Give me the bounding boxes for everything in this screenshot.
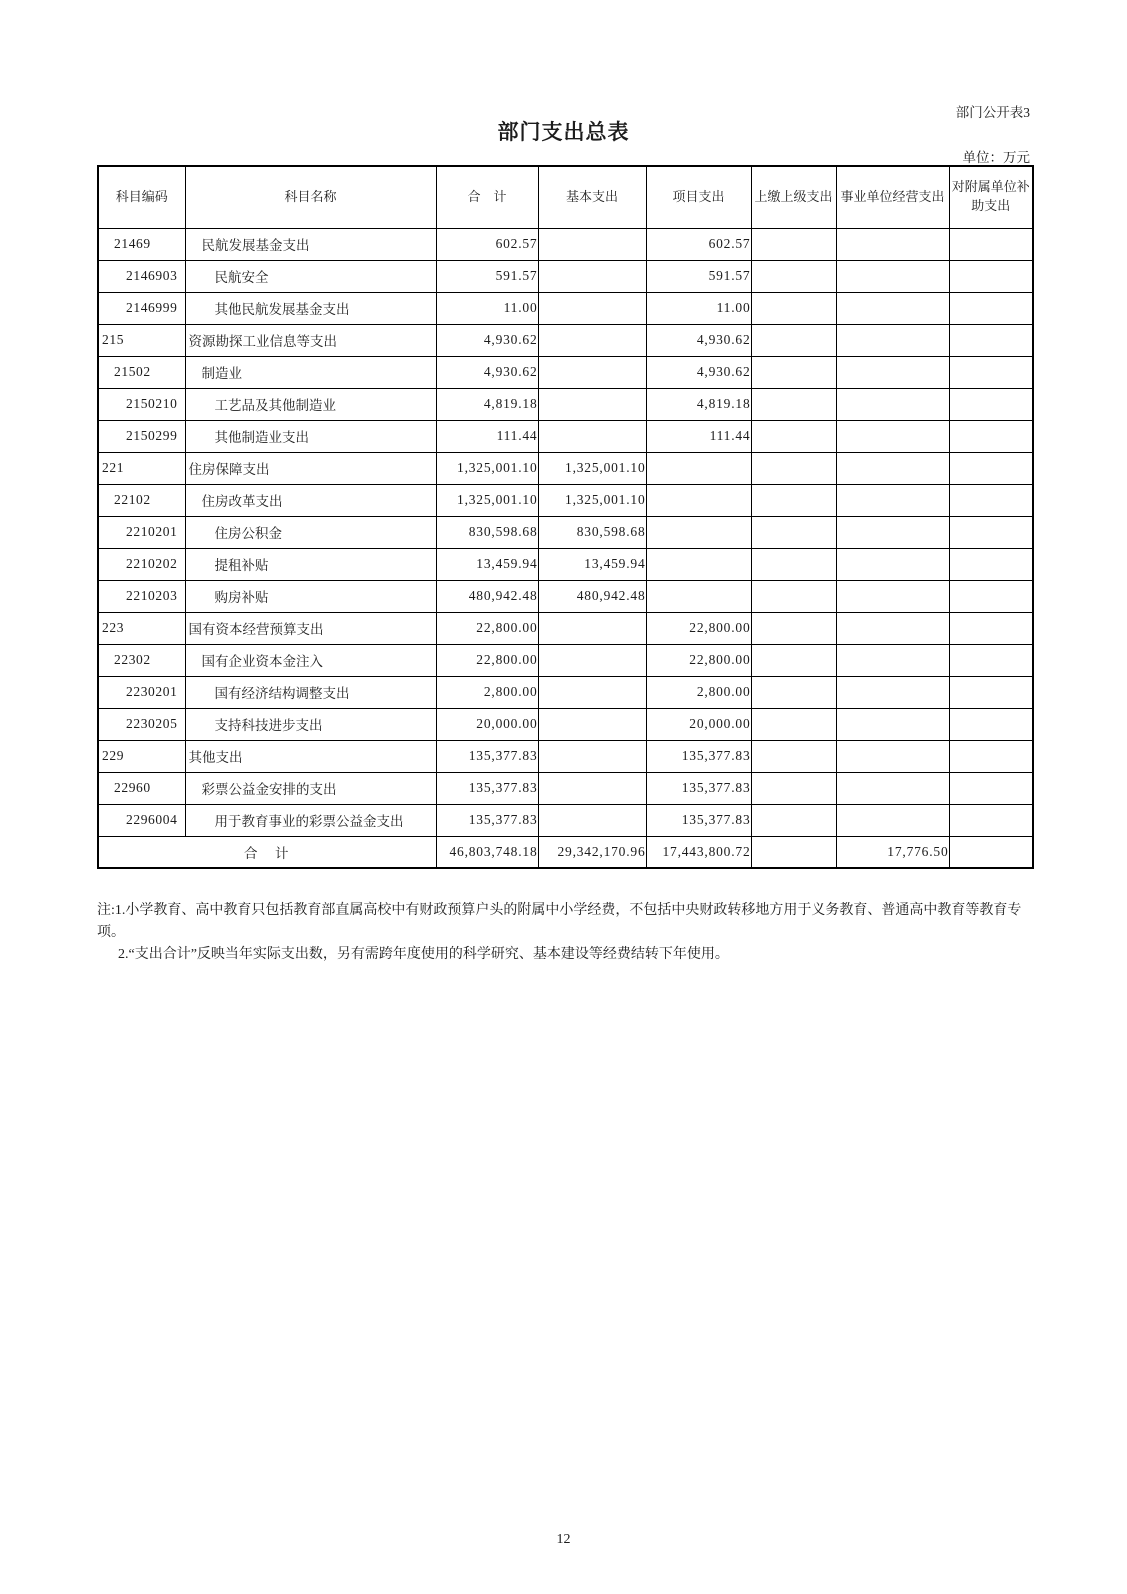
cell-subsidy xyxy=(949,292,1033,324)
cell-upper xyxy=(751,740,836,772)
footnote-1: 注:1.小学教育、高中教育只包括教育部直属高校中有财政预算户头的附属中小学经费，不包括中央财政转移地方用于义务教育、普通高中教育等教育专项。 xyxy=(97,903,1022,940)
cell-total: 11.00 xyxy=(436,292,538,324)
cell-name: 其他支出 xyxy=(185,740,436,772)
cell-project xyxy=(646,484,751,516)
cell-operating xyxy=(836,708,949,740)
cell-basic xyxy=(538,356,646,388)
cell-total: 480,942.48 xyxy=(436,580,538,612)
cell-name: 资源勘探工业信息等支出 xyxy=(185,324,436,356)
page-number: 12 xyxy=(556,1532,571,1547)
cell-operating xyxy=(836,548,949,580)
column-header-project: 项目支出 xyxy=(646,166,751,228)
cell-upper xyxy=(751,260,836,292)
cell-total: 591.57 xyxy=(436,260,538,292)
cell-project: 20,000.00 xyxy=(646,708,751,740)
cell-name: 其他制造业支出 xyxy=(185,420,436,452)
cell-name: 民航安全 xyxy=(185,260,436,292)
cell-basic: 1,325,001.10 xyxy=(538,452,646,484)
cell-operating xyxy=(836,644,949,676)
column-header-name: 科目名称 xyxy=(185,166,436,228)
cell-upper xyxy=(751,516,836,548)
cell-name: 制造业 xyxy=(185,356,436,388)
total-cell-basic: 29,342,170.96 xyxy=(538,836,646,868)
cell-code: 2150299 xyxy=(98,420,185,452)
cell-name: 购房补贴 xyxy=(185,580,436,612)
cell-operating xyxy=(836,228,949,260)
cell-subsidy xyxy=(949,516,1033,548)
footnotes xyxy=(97,900,1042,966)
cell-code: 2146903 xyxy=(98,260,185,292)
cell-basic xyxy=(538,292,646,324)
cell-total: 135,377.83 xyxy=(436,804,538,836)
cell-subsidy xyxy=(949,740,1033,772)
cell-upper xyxy=(751,420,836,452)
table-row xyxy=(98,484,1033,516)
cell-name: 提租补贴 xyxy=(185,548,436,580)
total-cell-upper xyxy=(751,836,836,868)
cell-name: 住房保障支出 xyxy=(185,452,436,484)
table-row xyxy=(98,260,1033,292)
cell-operating xyxy=(836,676,949,708)
cell-upper xyxy=(751,484,836,516)
cell-code: 2146999 xyxy=(98,292,185,324)
table-row xyxy=(98,292,1033,324)
cell-code: 2210202 xyxy=(98,548,185,580)
table-row xyxy=(98,612,1033,644)
table-row xyxy=(98,388,1033,420)
cell-upper xyxy=(751,804,836,836)
column-header-total: 合 计 xyxy=(436,166,538,228)
column-header-basic: 基本支出 xyxy=(538,166,646,228)
cell-total: 1,325,001.10 xyxy=(436,452,538,484)
cell-code: 2210203 xyxy=(98,580,185,612)
corner-label: 部门公开表3 xyxy=(955,105,1030,120)
cell-project xyxy=(646,452,751,484)
cell-subsidy xyxy=(949,420,1033,452)
cell-subsidy xyxy=(949,484,1033,516)
cell-basic: 830,598.68 xyxy=(538,516,646,548)
column-header-operating: 事业单位经营支出 xyxy=(836,166,949,228)
cell-upper xyxy=(751,388,836,420)
cell-code: 221 xyxy=(98,452,185,484)
table-row xyxy=(98,356,1033,388)
cell-code: 21469 xyxy=(98,228,185,260)
cell-code: 2210201 xyxy=(98,516,185,548)
cell-total: 602.57 xyxy=(436,228,538,260)
cell-project: 111.44 xyxy=(646,420,751,452)
cell-basic xyxy=(538,644,646,676)
cell-operating xyxy=(836,516,949,548)
cell-basic: 480,942.48 xyxy=(538,580,646,612)
cell-basic xyxy=(538,260,646,292)
cell-project: 135,377.83 xyxy=(646,804,751,836)
cell-upper xyxy=(751,228,836,260)
cell-total: 13,459.94 xyxy=(436,548,538,580)
cell-subsidy xyxy=(949,644,1033,676)
unit-label: 单位：万元 xyxy=(962,150,1030,165)
cell-upper xyxy=(751,324,836,356)
table-row xyxy=(98,548,1033,580)
table-row xyxy=(98,228,1033,260)
cell-project xyxy=(646,548,751,580)
cell-subsidy xyxy=(949,324,1033,356)
cell-operating xyxy=(836,420,949,452)
cell-subsidy xyxy=(949,228,1033,260)
table-row xyxy=(98,772,1033,804)
cell-basic: 1,325,001.10 xyxy=(538,484,646,516)
table-row xyxy=(98,708,1033,740)
column-header-subsidy: 对附属单位补助支出 xyxy=(949,166,1033,228)
cell-project: 4,930.62 xyxy=(646,356,751,388)
table-row xyxy=(98,804,1033,836)
cell-basic xyxy=(538,420,646,452)
cell-basic xyxy=(538,612,646,644)
cell-subsidy xyxy=(949,804,1033,836)
cell-name: 住房公积金 xyxy=(185,516,436,548)
cell-name: 国有经济结构调整支出 xyxy=(185,676,436,708)
cell-basic xyxy=(538,676,646,708)
table-footer xyxy=(98,836,1033,868)
table-row xyxy=(98,580,1033,612)
total-cell-operating: 17,776.50 xyxy=(836,836,949,868)
total-row-label: 合 计 xyxy=(98,836,436,868)
cell-operating xyxy=(836,612,949,644)
table-row xyxy=(98,324,1033,356)
cell-name: 国有资本经营预算支出 xyxy=(185,612,436,644)
cell-code: 2230201 xyxy=(98,676,185,708)
cell-operating xyxy=(836,324,949,356)
cell-total: 22,800.00 xyxy=(436,612,538,644)
cell-operating xyxy=(836,388,949,420)
cell-subsidy xyxy=(949,612,1033,644)
cell-subsidy xyxy=(949,388,1033,420)
total-cell-project: 17,443,800.72 xyxy=(646,836,751,868)
total-row xyxy=(98,836,1033,868)
cell-operating xyxy=(836,260,949,292)
table-row xyxy=(98,644,1033,676)
cell-project: 4,930.62 xyxy=(646,324,751,356)
cell-name: 其他民航发展基金支出 xyxy=(185,292,436,324)
total-cell-subsidy xyxy=(949,836,1033,868)
table-header xyxy=(98,166,1033,228)
cell-total: 111.44 xyxy=(436,420,538,452)
cell-name: 工艺品及其他制造业 xyxy=(185,388,436,420)
cell-subsidy xyxy=(949,772,1033,804)
cell-total: 135,377.83 xyxy=(436,772,538,804)
cell-code: 22302 xyxy=(98,644,185,676)
cell-upper xyxy=(751,644,836,676)
table-body xyxy=(98,228,1033,836)
cell-total: 4,930.62 xyxy=(436,324,538,356)
cell-name: 民航发展基金支出 xyxy=(185,228,436,260)
column-header-code: 科目编码 xyxy=(98,166,185,228)
cell-total: 4,819.18 xyxy=(436,388,538,420)
cell-code: 229 xyxy=(98,740,185,772)
cell-project: 135,377.83 xyxy=(646,740,751,772)
cell-project xyxy=(646,580,751,612)
table-row xyxy=(98,740,1033,772)
cell-basic: 13,459.94 xyxy=(538,548,646,580)
cell-name: 用于教育事业的彩票公益金支出 xyxy=(185,804,436,836)
expenditure-table xyxy=(97,165,1034,869)
cell-code: 21502 xyxy=(98,356,185,388)
cell-total: 2,800.00 xyxy=(436,676,538,708)
cell-total: 830,598.68 xyxy=(436,516,538,548)
cell-operating xyxy=(836,580,949,612)
cell-name: 支持科技进步支出 xyxy=(185,708,436,740)
cell-code: 223 xyxy=(98,612,185,644)
cell-subsidy xyxy=(949,708,1033,740)
cell-project xyxy=(646,516,751,548)
cell-upper xyxy=(751,356,836,388)
cell-total: 4,930.62 xyxy=(436,356,538,388)
cell-code: 2296004 xyxy=(98,804,185,836)
cell-basic xyxy=(538,324,646,356)
cell-name: 国有企业资本金注入 xyxy=(185,644,436,676)
cell-upper xyxy=(751,708,836,740)
cell-project: 4,819.18 xyxy=(646,388,751,420)
table-row xyxy=(98,676,1033,708)
cell-basic xyxy=(538,804,646,836)
cell-upper xyxy=(751,292,836,324)
header-row xyxy=(98,166,1033,228)
cell-subsidy xyxy=(949,356,1033,388)
footnote-2: 2.“支出合计”反映当年实际支出数，另有需跨年度使用的科学研究、基本建设等经费结转下年使用。 xyxy=(118,947,729,962)
cell-upper xyxy=(751,612,836,644)
cell-basic xyxy=(538,228,646,260)
cell-subsidy xyxy=(949,452,1033,484)
cell-operating xyxy=(836,484,949,516)
page-title: 部门支出总表 xyxy=(497,121,630,144)
cell-upper xyxy=(751,676,836,708)
cell-basic xyxy=(538,708,646,740)
total-cell-total: 46,803,748.18 xyxy=(436,836,538,868)
cell-total: 22,800.00 xyxy=(436,644,538,676)
cell-operating xyxy=(836,356,949,388)
cell-code: 22102 xyxy=(98,484,185,516)
cell-operating xyxy=(836,772,949,804)
cell-code: 22960 xyxy=(98,772,185,804)
cell-project: 22,800.00 xyxy=(646,612,751,644)
cell-basic xyxy=(538,772,646,804)
cell-code: 2150210 xyxy=(98,388,185,420)
cell-upper xyxy=(751,452,836,484)
cell-name: 彩票公益金安排的支出 xyxy=(185,772,436,804)
cell-operating xyxy=(836,292,949,324)
cell-project: 602.57 xyxy=(646,228,751,260)
cell-total: 20,000.00 xyxy=(436,708,538,740)
cell-subsidy xyxy=(949,676,1033,708)
cell-project: 11.00 xyxy=(646,292,751,324)
cell-operating xyxy=(836,740,949,772)
cell-operating xyxy=(836,452,949,484)
cell-upper xyxy=(751,580,836,612)
cell-total: 1,325,001.10 xyxy=(436,484,538,516)
cell-subsidy xyxy=(949,548,1033,580)
cell-basic xyxy=(538,388,646,420)
cell-upper xyxy=(751,772,836,804)
table-row xyxy=(98,516,1033,548)
cell-basic xyxy=(538,740,646,772)
cell-upper xyxy=(751,548,836,580)
cell-subsidy xyxy=(949,260,1033,292)
cell-project: 591.57 xyxy=(646,260,751,292)
cell-operating xyxy=(836,804,949,836)
table-row xyxy=(98,420,1033,452)
cell-name: 住房改革支出 xyxy=(185,484,436,516)
table-row xyxy=(98,452,1033,484)
cell-project: 22,800.00 xyxy=(646,644,751,676)
cell-code: 2230205 xyxy=(98,708,185,740)
cell-subsidy xyxy=(949,580,1033,612)
cell-project: 2,800.00 xyxy=(646,676,751,708)
column-header-upper: 上缴上级支出 xyxy=(751,166,836,228)
cell-total: 135,377.83 xyxy=(436,740,538,772)
cell-code: 215 xyxy=(98,324,185,356)
cell-project: 135,377.83 xyxy=(646,772,751,804)
